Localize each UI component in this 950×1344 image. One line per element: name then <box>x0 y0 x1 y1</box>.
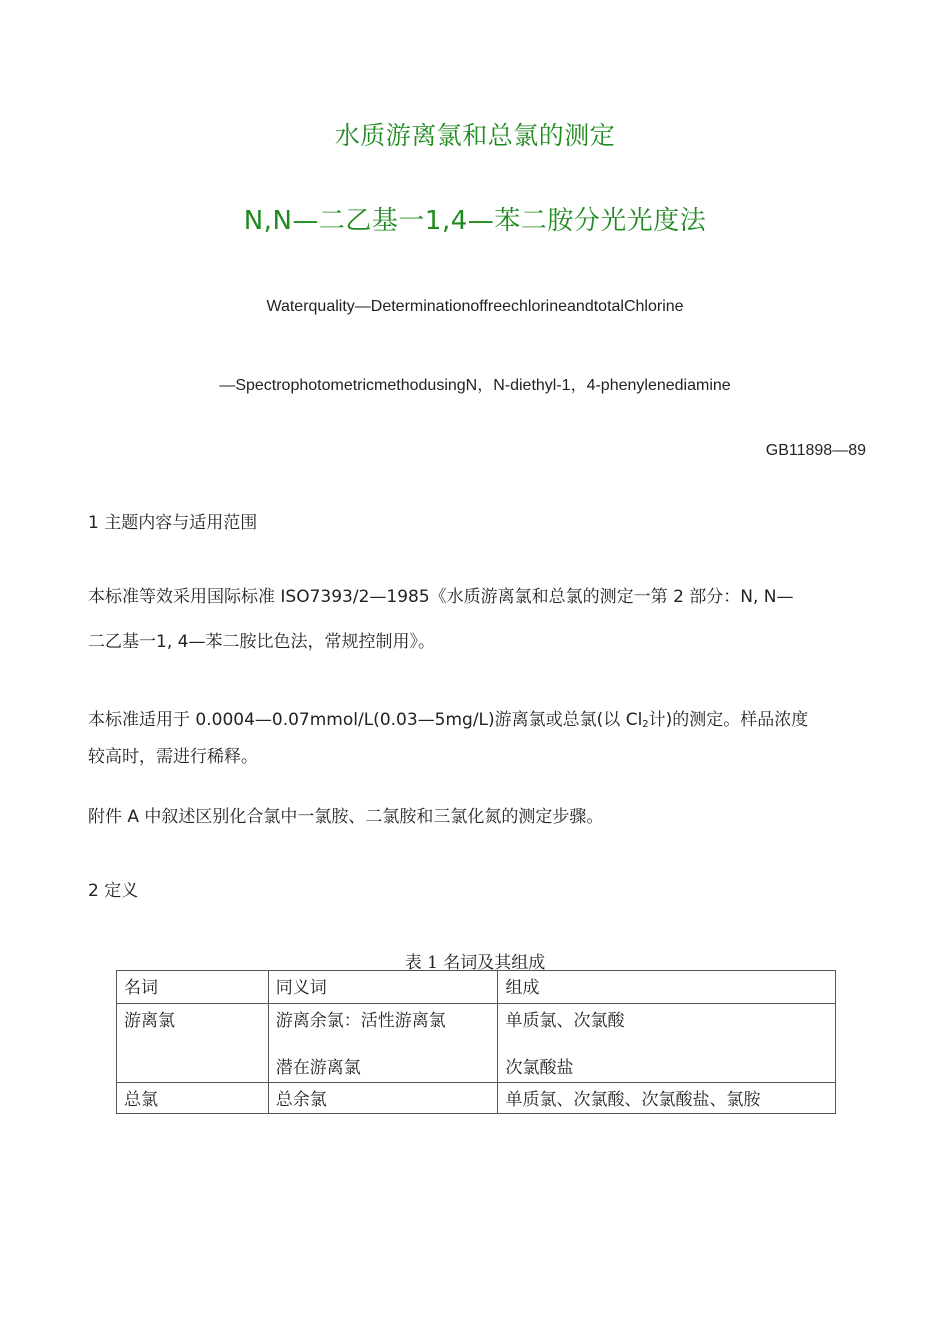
title-chinese: 水质游离氯和总氯的测定 <box>334 121 616 150</box>
composition-line: 次氯酸盐 <box>505 1058 574 1078</box>
section1-p1-line2: 二乙基一1, 4—苯二胺比色法，常规控制用》。 <box>88 632 435 652</box>
synonym-line: 游离余氯：活性游离氯 <box>275 1011 446 1031</box>
definitions-table <box>116 970 836 1114</box>
table-caption: 表 1 名词及其组成 <box>404 953 546 973</box>
cell-term: 游离氯 <box>117 1004 269 1083</box>
cell-composition: 单质氯、次氯酸、次氯酸盐、氯胺 <box>498 1083 836 1114</box>
header-term: 名词 <box>117 971 269 1004</box>
header-synonym: 同义词 <box>268 971 498 1004</box>
section2-heading: 2 定义 <box>88 881 139 901</box>
section1-p2-line2: 较高时，需进行稀释。 <box>88 747 258 767</box>
cell-synonym: 总余氯 <box>268 1083 498 1114</box>
table-row <box>117 1083 836 1114</box>
cell-composition <box>498 1004 836 1083</box>
synonym-line: 潜在游离氯 <box>275 1058 361 1078</box>
english-title-line2: —SpectrophotometricmethodusingN，N-diethyl-1，4-phenylenediamine <box>219 377 731 394</box>
english-title-line1: Waterquality—DeterminationoffreechlorineandtotalChlorine <box>266 298 684 315</box>
section1-p2-text-a: 本标准适用于 0.0004—0.07mmol/L(0.03—5mg/L)游离氯或总氯(以 Cl <box>88 710 643 730</box>
cell-synonym <box>268 1004 498 1083</box>
header-composition: 组成 <box>498 971 836 1004</box>
section1-p3: 附件 A 中叙述区别化合氯中一氯胺、二氯胺和三氯化氮的测定步骤。 <box>88 807 604 827</box>
title-method: N,N—二乙基一1,4—苯二胺分光光度法 <box>243 206 707 236</box>
composition-line: 单质氯、次氯酸 <box>505 1011 625 1031</box>
standard-number: GB11898—89 <box>765 442 866 459</box>
section1-p2-text-b: 计)的测定。样品浓度 <box>648 710 809 730</box>
table-header-row <box>117 971 836 1004</box>
subscript-2: 2 <box>642 719 649 730</box>
section1-p2-line1 <box>88 705 808 730</box>
table-row <box>117 1004 836 1083</box>
cell-term: 总氯 <box>117 1083 269 1114</box>
section1-heading: 1 主题内容与适用范围 <box>88 513 258 533</box>
section1-p1-line1: 本标准等效采用国际标准 ISO7393/2—1985《水质游离氯和总氯的测定一第 2 部分：N, N— <box>88 587 794 607</box>
